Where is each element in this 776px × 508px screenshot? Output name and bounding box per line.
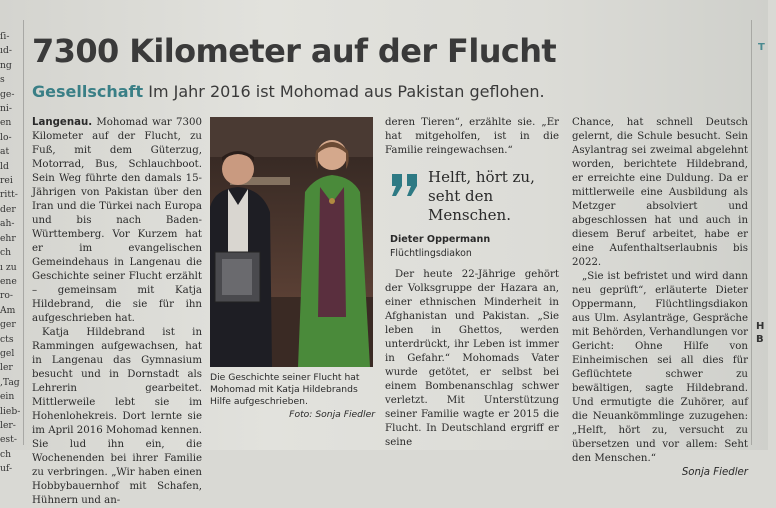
left-strip-line: cts — [0, 333, 14, 345]
left-strip-line: ld — [0, 160, 9, 172]
article-headline: 7300 Kilometer auf der Flucht — [32, 32, 557, 70]
column-divider — [23, 20, 24, 445]
left-strip-line: ch — [0, 448, 12, 460]
article-photo — [210, 117, 373, 367]
photo-caption — [210, 372, 375, 421]
left-strip-line: ene — [0, 275, 17, 287]
left-strip-line: s — [0, 74, 5, 86]
left-strip-line: ehr — [0, 232, 16, 244]
left-strip-line: ein — [0, 391, 15, 403]
left-strip-line: ch — [0, 247, 12, 259]
left-strip-line: ritt- — [0, 189, 18, 201]
left-strip-line: ge- — [0, 88, 15, 100]
left-strip-line: ni- — [0, 103, 12, 115]
paragraph: Chance, hat schnell Deutsch gelernt, die Schule besucht. Sein Asylantrag sei zweimal abgelehnt worden, berichtete Hildebrand, er erreichte eine Duldung. Da er mittlerweile eine Ausbildung als Metzger absolviert und abgeschlossen hat und auch in diesem Beruf arbeitet, habe er eine Aufenthaltserlaubnis bis 2022. — [572, 117, 748, 268]
left-strip-line: ro- — [0, 290, 14, 302]
column-divider — [751, 20, 752, 445]
section-kicker: Gesellschaft — [32, 82, 144, 101]
caption-text: Die Geschichte seiner Flucht hat Mohomad mit Katja Hildebrands Hilfe aufgeschrieben. — [210, 372, 360, 407]
paragraph: „Sie ist befristet und wird dann neu geprüft“, erläuterte Dieter Oppermann, Flüchtlingsdiakon aus Ulm. Asylanträge, Gespräche mit Behörden, Verhandlungen vor Gericht: Ohne Hilfe von Einheimischen sei all dies für Geflüchtete schwer zu bewältigen, sagte Hildebrand. Und ermutigte die Zuhörer, auf die Neuankömmlinge zuzugehen: „Helft, hört zu, versucht zu übersetzen und vor allem: Seht den Menschen.“ — [572, 271, 748, 464]
left-strip-line: gel — [0, 347, 15, 359]
left-strip-line: ler- — [0, 419, 16, 431]
left-strip-line: ı zu — [0, 261, 17, 273]
pull-quote-text: Helft, hört zu, seht den Menschen. — [428, 168, 535, 224]
right-strip-top: T — [758, 42, 765, 53]
left-strip-line: at — [0, 146, 10, 158]
right-strip-bottom: H B — [756, 321, 765, 345]
article-column-1 — [32, 116, 202, 508]
dateline: Langenau. — [32, 117, 93, 128]
paragraph: Mohomad war 7300 Kilometer auf der Flucht, zu Fuß, mit dem Güterzug, Motorrad, Bus, Schlauchboot. Sein Weg führte den damals 15-Jährigen von Pakistan über den Iran und die Türkei nach Europa und bis nach Baden-Württemberg. Vor Kurzem hat er im evangelischen Gemeindehaus in Langenau die Geschichte seiner Flucht erzählt – gemeinsam mit Katja Hildebrand, die sie für ihn aufgeschrieben hat. — [32, 117, 202, 324]
photo-illustration — [210, 117, 373, 367]
left-strip-line: ng — [0, 59, 12, 71]
paragraph: Der heute 22-Jährige gehört der Volksgruppe der Hazara an, einer ethnischen Minderheit in Afghanistan und Pakistan. „Sie leben in Ghettos, werden unterdrückt, ihr Leben ist immer in Gefahr.“ Mohomads Vater wurde getötet, er selbst bei einem Bombenanschlag schwer verletzt. Mit Unterstützung seiner Familie wagte er 2015 die Flucht. In Deutschland ergriff er seine — [385, 269, 559, 448]
pull-quote-role: Flüchtlingsdiakon — [390, 248, 472, 259]
left-strip-line: uf- — [0, 463, 13, 475]
left-strip-line: Am — [0, 304, 16, 316]
left-strip-line: lo- — [0, 131, 12, 143]
left-strip-line: ıd- — [0, 45, 12, 57]
left-strip-line: der — [0, 203, 16, 215]
adjacent-article-left-strip — [0, 30, 21, 475]
quote-mark-icon — [390, 172, 420, 198]
left-strip-line: lieb- — [0, 405, 21, 417]
article-column-3-top — [385, 116, 559, 158]
photo-credit: Foto: Sonja Fiedler — [289, 409, 375, 420]
article-column-4 — [572, 116, 748, 480]
left-strip-line: rei — [0, 175, 13, 187]
left-strip-line: ger — [0, 319, 16, 331]
left-strip-line: ,Tag — [0, 376, 20, 388]
paragraph: Katja Hildebrand ist in Rammingen aufgewachsen, hat in Langenau das Gymnasium besucht und in Dornstadt als Lehrerin gearbeitet. Mittlerweile lebt sie im Hohenlohekreis. Dort lernte sie im April 2016 Mohomad kennen. Sie lud ihn ein, die Wochenenden bei ihrer Familie zu verbringen. „Wir haben einen Hobbybauernhof mit Schafen, Hühnern und an- — [32, 327, 202, 506]
article-column-3-body — [385, 268, 559, 450]
subline-text: Im Jahr 2016 ist Mohomad aus Pakistan geflohen. — [148, 82, 545, 101]
adjacent-article-right-strip — [756, 30, 776, 430]
left-strip-line: ſi- — [0, 31, 10, 42]
article-subline — [32, 82, 545, 101]
left-strip-line: ah- — [0, 218, 15, 230]
pull-quote-author: Dieter Oppermann — [390, 234, 491, 245]
left-strip-line: est- — [0, 434, 17, 446]
left-strip-line: en — [0, 117, 12, 129]
left-strip-line: ler — [0, 362, 13, 374]
paragraph: deren Tieren“, erzählte sie. „Er hat mitgeholfen, ist in die Familie reingewachsen.“ — [385, 117, 559, 156]
author-signature: Sonja Fiedler — [681, 467, 748, 478]
